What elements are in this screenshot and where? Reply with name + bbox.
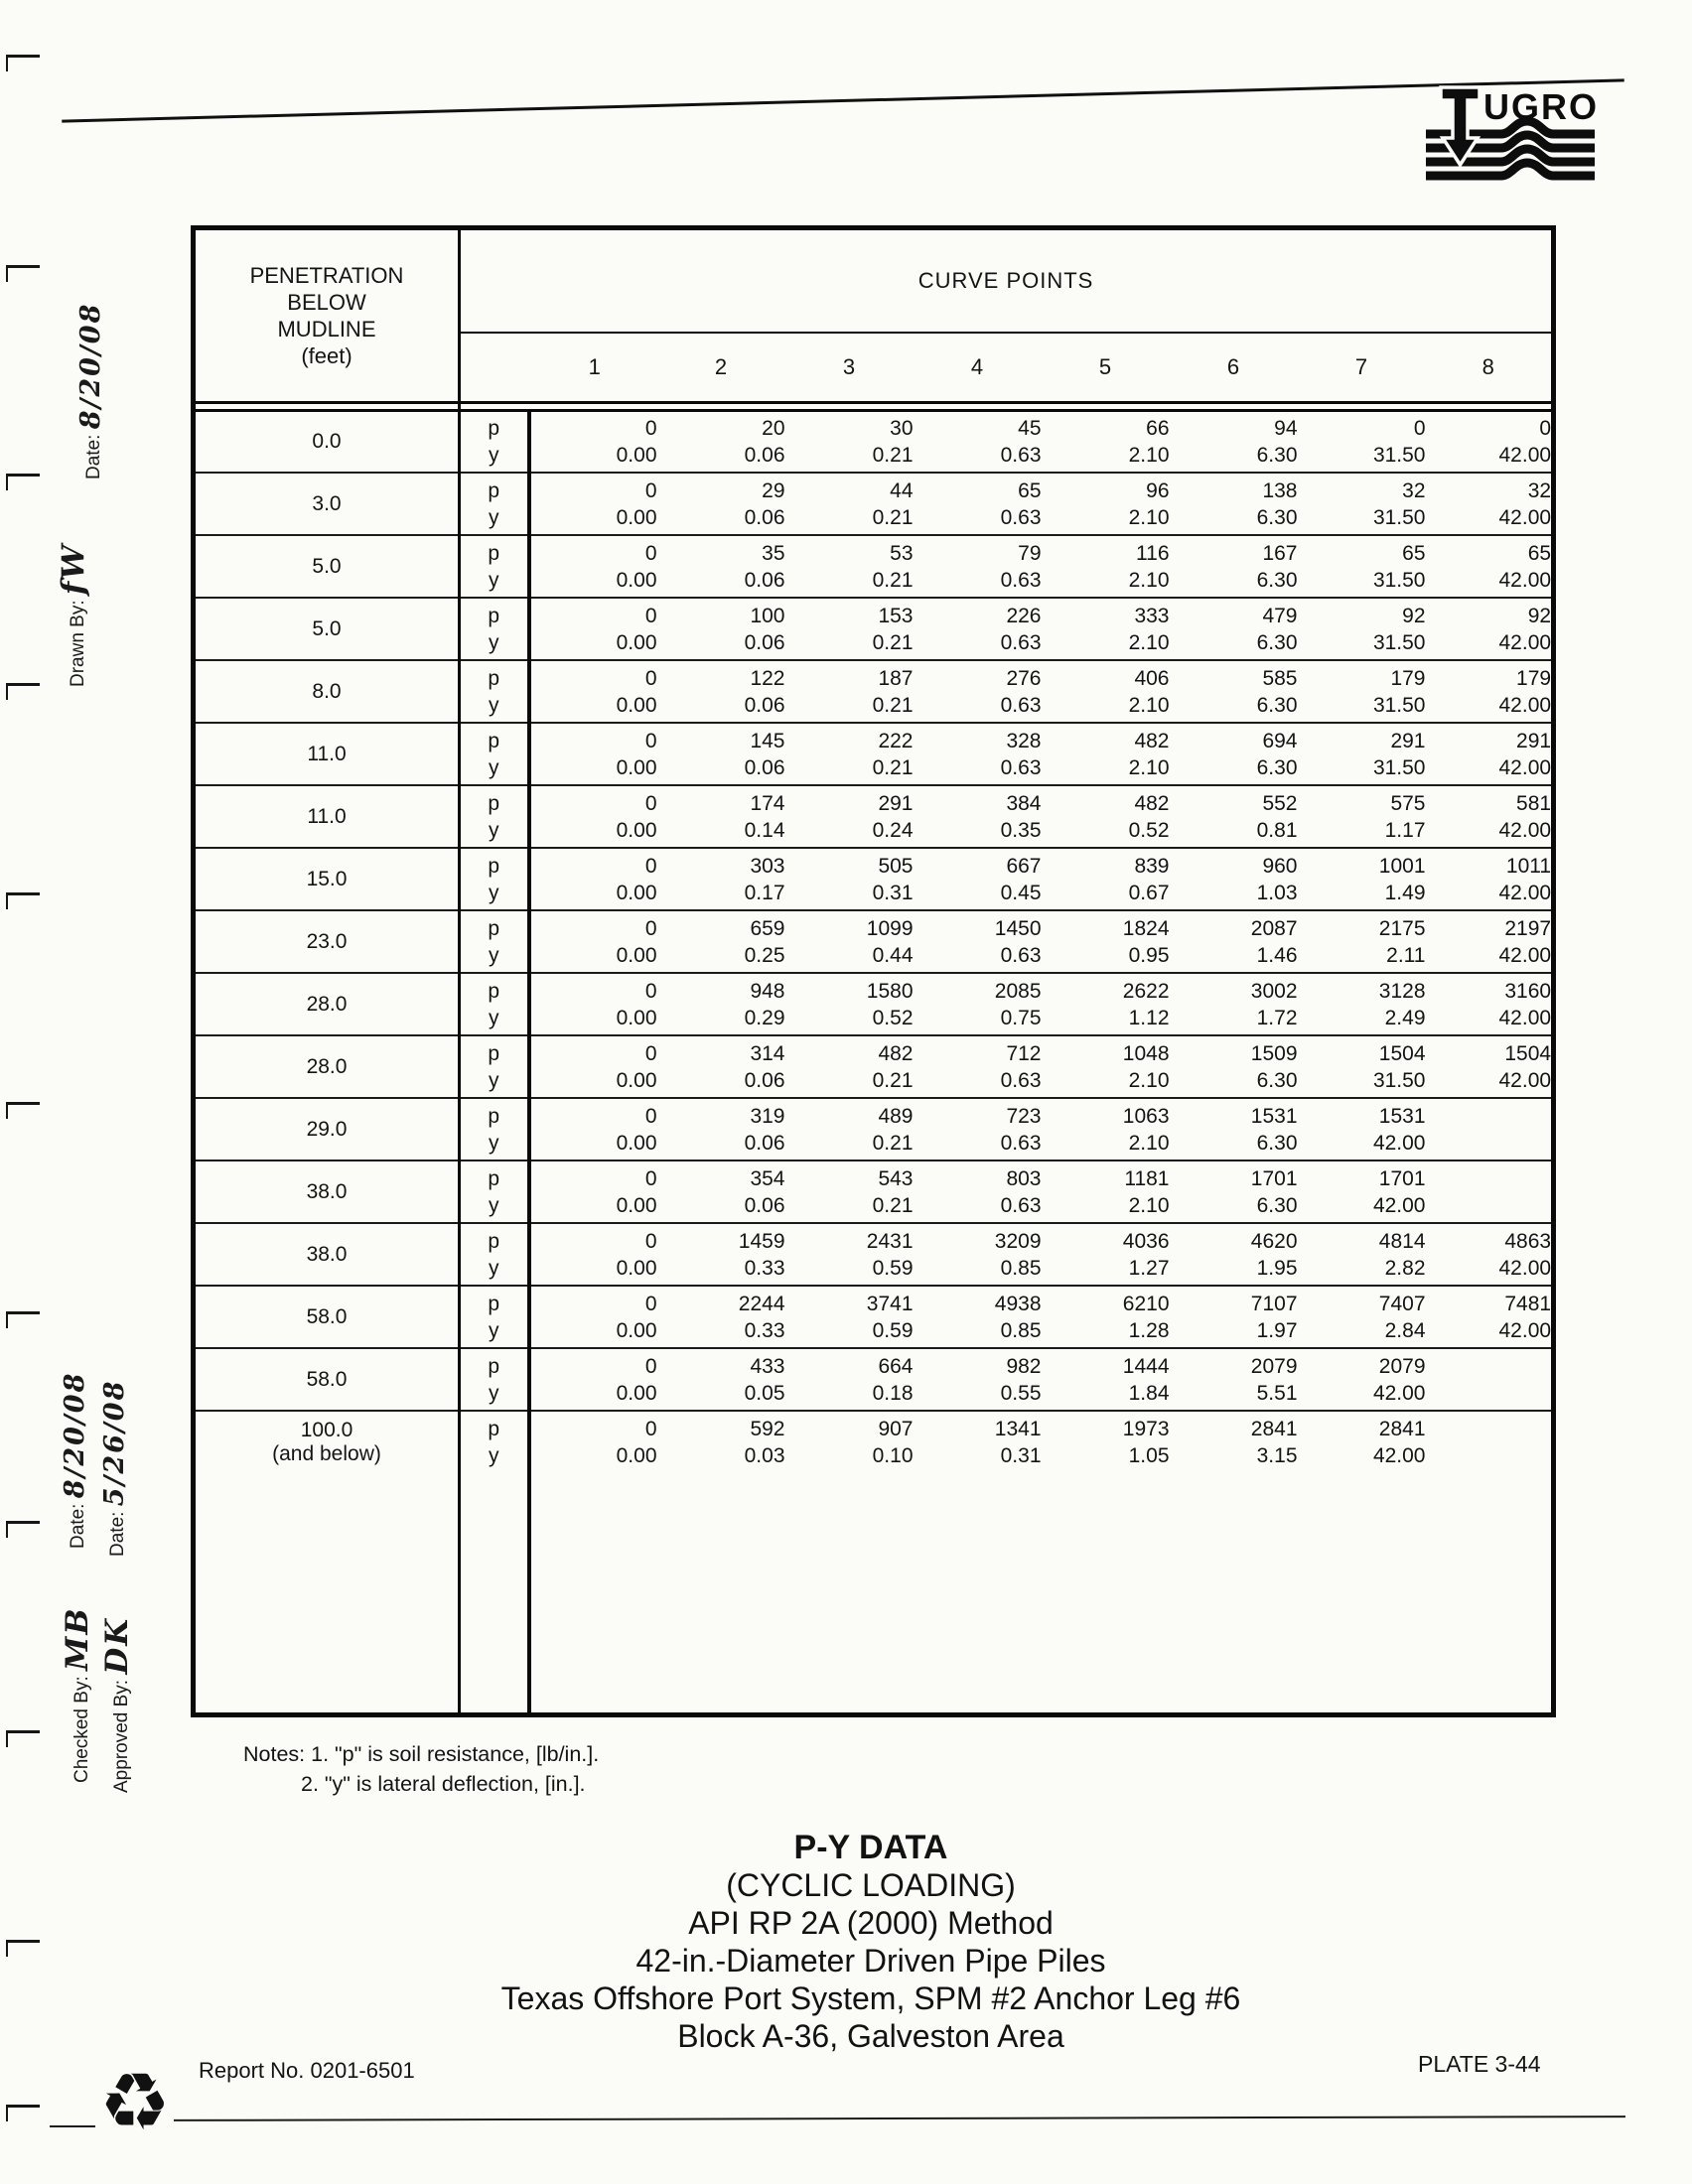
value-cell: 187 0.21 [785,660,914,723]
value-cell: 585 6.30 [1170,660,1298,723]
table-row [194,785,1554,848]
value-cell: 1973 1.05 [1042,1411,1170,1473]
depth-cell: 23.0 [194,910,460,973]
fugro-logo [1414,83,1598,185]
value-cell: 2085 0.75 [914,973,1042,1035]
value-cell: 53 0.21 [785,535,914,598]
value-cell: 482 0.21 [785,1035,914,1098]
value-cell: 960 1.03 [1170,848,1298,910]
value-cell: 44 0.21 [785,473,914,535]
value-cell: 433 0.05 [657,1348,785,1411]
py-label-cell: p y [460,1098,529,1160]
value-cell: 354 0.06 [657,1160,785,1223]
value-cell [1426,1348,1554,1411]
margin-drawn-by [56,543,91,687]
value-cell: 92 42.00 [1426,598,1554,660]
value-cell: 2841 42.00 [1298,1411,1426,1473]
drawn-by-signature: fW [56,542,91,596]
value-cell: 303 0.17 [657,848,785,910]
value-cell: 1459 0.33 [657,1223,785,1286]
value-cell: 179 42.00 [1426,660,1554,723]
value-cell: 29 0.06 [657,473,785,535]
empty-filler-row [194,1473,1554,1714]
value-cell: 552 0.81 [1170,785,1298,848]
py-label-cell: p y [460,973,529,1035]
py-data-table [191,225,1556,1717]
value-cell: 2431 0.59 [785,1223,914,1286]
report-number: Report No. 0201-6501 [199,2058,415,2083]
point-number-header: 8 [1426,333,1554,402]
title-line: Texas Offshore Port System, SPM #2 Anchor Leg #6 [500,1980,1241,2016]
fugro-brand-text: UGRO [1483,86,1598,127]
spacer-cell [194,402,460,410]
value-cell: 153 0.21 [785,598,914,660]
value-cell: 489 0.21 [785,1098,914,1160]
binder-mark [6,683,40,700]
value-cell: 3160 42.00 [1426,973,1554,1035]
notes-block [243,1739,599,1799]
value-cell: 226 0.63 [914,598,1042,660]
value-cell: 1824 0.95 [1042,910,1170,973]
value-cell: 0 0.00 [529,1286,657,1348]
value-cell: 32 31.50 [1298,473,1426,535]
table-header-row-1 [194,228,1554,334]
value-cell: 1509 6.30 [1170,1035,1298,1098]
value-cell: 94 6.30 [1256,416,1298,467]
depth-cell [194,1473,460,1714]
value-cell: 0 0.00 [529,723,657,785]
value-cell: 7107 1.97 [1170,1286,1298,1348]
value-cell: 0 0.00 [529,660,657,723]
value-cell: 45 0.63 [1000,416,1042,467]
value-cell: 174 0.14 [657,785,785,848]
note-line-2: 2. "y" is lateral deflection, [in.]. [301,1772,586,1796]
value-cell: 2841 3.15 [1170,1411,1298,1473]
value-cell: 96 2.10 [1042,473,1170,535]
value-cell: 505 0.31 [785,848,914,910]
value-cell: 122 0.06 [657,660,785,723]
plate-number: PLATE 3-44 [1418,2051,1541,2077]
value-cell: 0 42.00 [1498,416,1552,467]
depth-cell: 38.0 [194,1223,460,1286]
py-label-cell: p y [460,473,529,535]
date-label: Date: [68,1503,88,1549]
value-cell: 116 2.10 [1042,535,1170,598]
note-line-1: Notes: 1. "p" is soil resistance, [lb/in.]. [243,1742,600,1766]
py-label-cell: p y [460,1160,529,1223]
value-cell: 664 0.18 [785,1348,914,1411]
value-cell: 66 2.10 [1128,416,1170,467]
value-cell: 6210 1.28 [1042,1286,1170,1348]
py-label-cell: p y [460,848,529,910]
value-cell: 0 0.00 [529,473,657,535]
date-label: Date: [107,1511,128,1557]
value-cell: 0 0.00 [529,973,657,1035]
fugro-f-arrow-icon [1441,87,1480,165]
value-cell: 333 2.10 [1042,598,1170,660]
py-label-cell: p y [460,1035,529,1098]
table-row [194,598,1554,660]
binder-mark [6,1940,40,1957]
value-cell: 0 0.00 [529,848,657,910]
value-cell: 1701 42.00 [1298,1160,1426,1223]
value-cell: 0 0.00 [529,910,657,973]
value-cell: 384 0.35 [914,785,1042,848]
point-number-header: 5 [1042,333,1170,402]
py-label-cell: p y [460,660,529,723]
depth-cell: 100.0 (and below) [194,1411,460,1473]
table-row [194,660,1554,723]
depth-cell: 0.0 [194,410,460,473]
binder-mark [6,265,40,282]
value-cell: 482 0.52 [1042,785,1170,848]
value-cell: 145 0.06 [657,723,785,785]
approved-by-label: Approved By: [111,1679,132,1793]
point-number-header: 4 [914,333,1042,402]
depth-cell: 11.0 [194,785,460,848]
drawn-by-label: Drawn By: [68,600,88,687]
value-cell: 1181 2.10 [1042,1160,1170,1223]
value-cell: 482 2.10 [1042,723,1170,785]
margin-date-approved [99,1380,130,1557]
value-cell: 1341 0.31 [914,1411,1042,1473]
point-number-header: 6 [1170,333,1298,402]
binder-mark [6,1521,40,1538]
value-cell: 1011 42.00 [1426,848,1554,910]
value-cell: 20 0.06 [744,416,785,467]
value-cell: 1701 6.30 [1170,1160,1298,1223]
title-line: API RP 2A (2000) Method [688,1905,1054,1941]
value-cell: 1531 42.00 [1298,1098,1426,1160]
value-cell: 4814 2.82 [1298,1223,1426,1286]
table-row [194,910,1554,973]
py-label-cell: p y [460,1348,529,1411]
value-cell: 3741 0.59 [785,1286,914,1348]
point-number-header: 1 [460,333,657,402]
binder-mark [6,2105,40,2121]
depth-cell: 8.0 [194,660,460,723]
value-cell: 35 0.06 [657,535,785,598]
value-cell: 1504 31.50 [1298,1035,1426,1098]
depth-cell: 29.0 [194,1098,460,1160]
value-cell: 7407 2.84 [1298,1286,1426,1348]
depth-cell: 3.0 [194,473,460,535]
depth-cell: 5.0 [194,598,460,660]
point-number-header: 3 [785,333,914,402]
depth-cell: 28.0 [194,973,460,1035]
value-cell: 543 0.21 [785,1160,914,1223]
value-cell: 314 0.06 [657,1035,785,1098]
value-cell: 1063 2.10 [1042,1098,1170,1160]
table-row [194,1223,1554,1286]
value-cell: 1099 0.44 [785,910,914,973]
value-cell: 3002 1.72 [1170,973,1298,1035]
title-block [191,1829,1551,2055]
py-label-cell: p y [460,598,529,660]
table-row [194,1411,1554,1473]
value-cell: 2244 0.33 [657,1286,785,1348]
value-cell: 179 31.50 [1298,660,1426,723]
py-label-cell: p y [460,785,529,848]
value-cell: 907 0.10 [785,1411,914,1473]
value-cell: 839 0.67 [1042,848,1170,910]
checked-by-signature: MB [60,1606,95,1671]
value-cell: 694 6.30 [1170,723,1298,785]
date-handwritten-value: 5/26/08 [99,1379,130,1507]
value-cell [529,1473,1554,1714]
value-cell: 2079 5.51 [1170,1348,1298,1411]
py-label-cell: p y [460,1286,529,1348]
value-cell: 0 0.00 [529,1223,657,1286]
value-cell: 1450 0.63 [914,910,1042,973]
value-cell: 328 0.63 [914,723,1042,785]
title-line: 42-in.-Diameter Driven Pipe Piles [635,1943,1106,1979]
approved-by-signature: DK [99,1616,135,1675]
value-cell: 0 0.00 [529,1348,657,1411]
value-cell: 291 0.24 [785,785,914,848]
bottom-rule [174,2116,1625,2121]
value-cell: 479 6.30 [1170,598,1298,660]
py-label-cell: p y [460,410,529,473]
margin-approved-by [99,1617,135,1793]
depth-cell: 58.0 [194,1348,460,1411]
value-cell: 65 31.50 [1298,535,1426,598]
value-cell: 659 0.25 [657,910,785,973]
table-row [194,723,1554,785]
value-cell: 0 0.00 [529,1411,657,1473]
depth-cell: 11.0 [194,723,460,785]
value-cell: 167 6.30 [1170,535,1298,598]
point-number-header: 7 [1298,333,1426,402]
binder-mark [6,55,40,71]
value-cell: 0 0.00 [616,416,657,467]
value-cell: 7481 42.00 [1426,1286,1554,1348]
value-cell: 4938 0.85 [914,1286,1042,1348]
value-cell: 2622 1.12 [1042,973,1170,1035]
value-cell: 4036 1.27 [1042,1223,1170,1286]
py-label-cell: p y [460,1411,529,1473]
value-cell: 291 31.50 [1298,723,1426,785]
value-cell: 581 42.00 [1426,785,1554,848]
py-label-cell: p y [460,723,529,785]
date-handwritten-value: 8/20/08 [75,302,106,430]
table-row [194,1348,1554,1411]
value-cell [1426,1098,1554,1160]
value-cell: 2079 42.00 [1298,1348,1426,1411]
value-cell: 406 2.10 [1042,660,1170,723]
binder-mark [6,474,40,490]
corner-line: MUDLINE [277,316,376,341]
value-cell: 4863 42.00 [1426,1223,1554,1286]
value-cell: 2197 42.00 [1426,910,1554,973]
table-row [194,535,1554,598]
value-cell: 1001 1.49 [1298,848,1426,910]
depth-cell: 38.0 [194,1160,460,1223]
binder-mark [6,1311,40,1328]
value-cell: 2087 1.46 [1170,910,1298,973]
title-line: Block A-36, Galveston Area [677,2018,1064,2054]
depth-cell: 28.0 [194,1035,460,1098]
value-cell: 0 0.00 [529,1035,657,1098]
binder-mark [6,1730,40,1747]
value-cell: 2175 2.11 [1298,910,1426,973]
value-cell: 0 0.00 [529,598,657,660]
corner-line: PENETRATION [249,262,404,288]
penetration-header-cell [194,228,460,403]
py-label-cell: p y [460,1223,529,1286]
table-row [194,473,1554,535]
margin-date-checked [60,1372,90,1549]
margin-checked-by [60,1606,95,1783]
value-cell: 4620 1.95 [1170,1223,1298,1286]
value-cell: 1444 1.84 [1042,1348,1170,1411]
value-cell: 276 0.63 [914,660,1042,723]
value-cell: 65 0.63 [914,473,1042,535]
depth-cell: 5.0 [194,535,460,598]
value-cell [1426,1411,1554,1473]
value-cell: 592 0.03 [657,1411,785,1473]
fugro-logo-graphic [1414,83,1598,185]
value-cell: 65 42.00 [1426,535,1554,598]
value-cell: 3209 0.85 [914,1223,1042,1286]
table-row [194,1098,1554,1160]
value-cell: 79 0.63 [914,535,1042,598]
table-row [194,1035,1554,1098]
value-cell: 803 0.63 [914,1160,1042,1223]
depth-cell: 15.0 [194,848,460,910]
double-rule-spacer [194,402,1554,410]
top-rule [62,78,1624,122]
value-cell: 30 0.21 [872,416,914,467]
value-cell: 948 0.29 [657,973,785,1035]
page-title: P-Y DATA [793,1829,948,1866]
py-label-cell: p y [460,910,529,973]
value-cell: 32 42.00 [1426,473,1554,535]
curve-points-header: CURVE POINTS [460,228,1554,334]
value-cell: 100 0.06 [657,598,785,660]
py-label-cell [460,1473,529,1714]
spacer-cell [460,402,1554,410]
value-cell: 712 0.63 [914,1035,1042,1098]
value-cell: 0 0.00 [529,1160,657,1223]
value-cell: 723 0.63 [914,1098,1042,1160]
value-cell: 575 1.17 [1298,785,1426,848]
binder-mark [6,892,40,909]
point-number-header: 2 [657,333,785,402]
value-cell: 667 0.45 [914,848,1042,910]
value-cell: 1504 42.00 [1426,1035,1554,1098]
value-cell: 1048 2.10 [1042,1035,1170,1098]
corner-line: BELOW [287,289,366,315]
table-row [194,1160,1554,1223]
bottom-rule-dash [50,2125,95,2127]
value-cell: 0 0.00 [529,535,657,598]
value-cell: 1580 0.52 [785,973,914,1035]
value-cell: 0 0.00 [529,1098,657,1160]
value-cell: 982 0.55 [914,1348,1042,1411]
value-cell: 0 31.50 [1372,416,1426,467]
value-cell: 92 31.50 [1298,598,1426,660]
value-cell: 291 42.00 [1426,723,1554,785]
value-cell: 0 0.00 [529,785,657,848]
depth-cell: 58.0 [194,1286,460,1348]
corner-line: (feet) [301,342,352,368]
date-handwritten-value: 8/20/08 [60,1371,90,1499]
table-row [194,410,1554,473]
binder-mark [6,1102,40,1119]
date-label: Date: [83,434,104,479]
recycle-icon: ♻ [99,2058,171,2146]
py-label-cell: p y [460,535,529,598]
checked-by-label: Checked By: [71,1676,92,1783]
value-cell: 138 6.30 [1170,473,1298,535]
table-row [194,848,1554,910]
title-line: (CYCLIC LOADING) [726,1867,1016,1903]
value-cell: 3128 2.49 [1298,973,1426,1035]
table-row [194,1286,1554,1348]
value-cell: 222 0.21 [785,723,914,785]
table-row [194,973,1554,1035]
margin-date-top [75,303,106,479]
value-cell: 319 0.06 [657,1098,785,1160]
value-cell [1426,1160,1554,1223]
value-cell: 1531 6.30 [1170,1098,1298,1160]
